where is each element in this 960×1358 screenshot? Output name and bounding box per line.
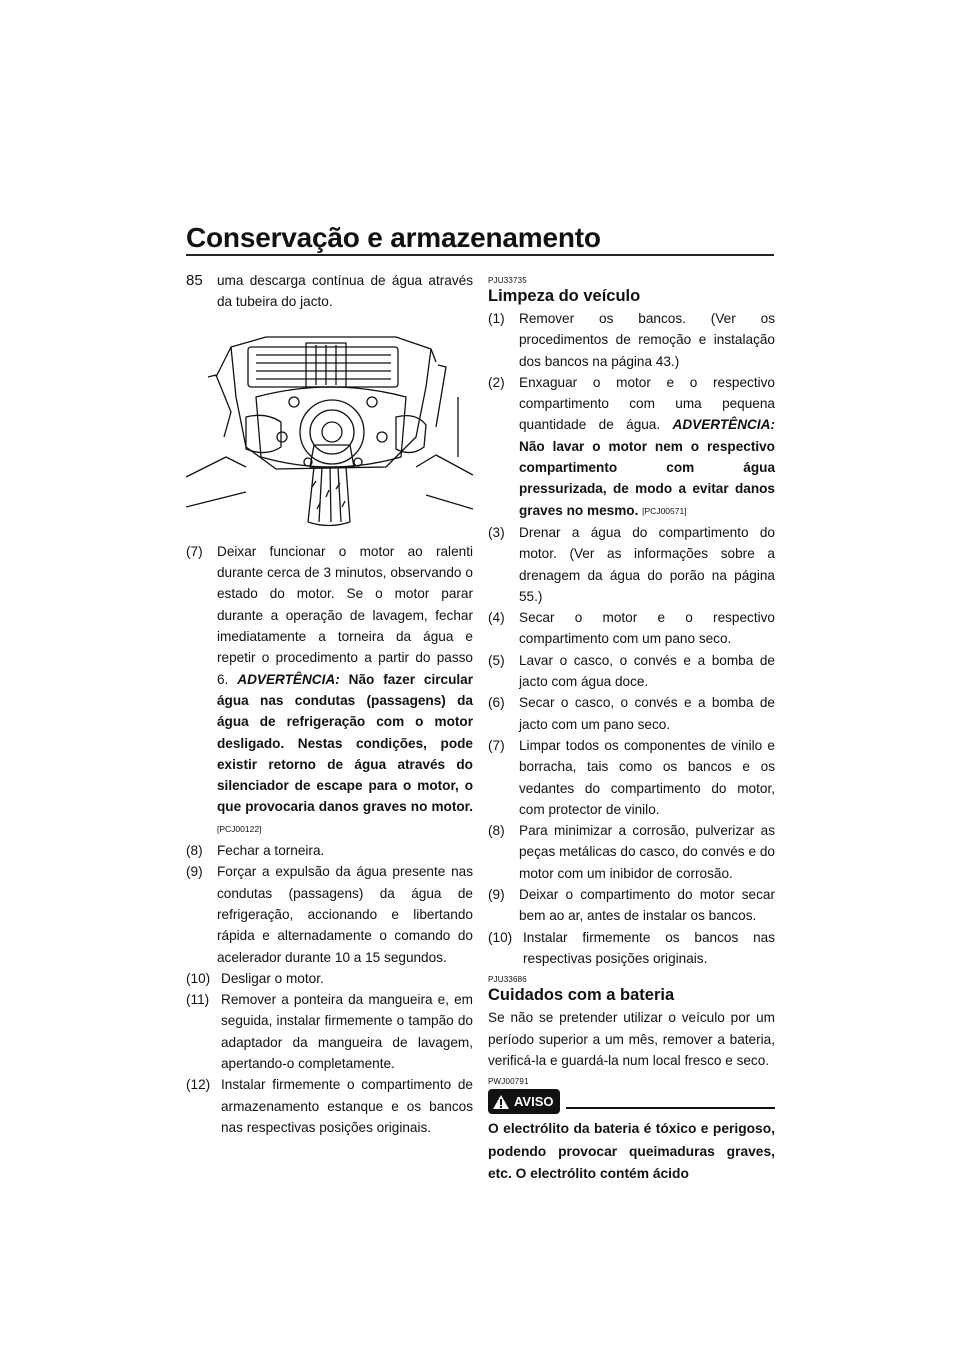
step-number: (7): [186, 543, 203, 559]
reference-code: [PCJ00571]: [642, 505, 687, 516]
list-item: [186, 989, 473, 1074]
step-text: [217, 541, 473, 840]
warning-rule: [566, 1107, 776, 1109]
step-number: (10): [186, 970, 211, 986]
reference-code: [PCJ00122]: [217, 823, 262, 834]
step-number: (7): [488, 737, 505, 753]
step-number: (6): [488, 695, 505, 711]
list-item: [186, 861, 473, 967]
step-text: Fechar a torneira.: [217, 843, 325, 859]
step-number: (3): [488, 524, 505, 540]
section-code: PJU33686: [488, 975, 527, 985]
step-7-body: Deixar funcionar o motor ao ralenti durante cerca de 3 minutos, observando o estado do motor. Se o motor parar durante a operação de lavagem, fechar imediatamente a torneira da água e repetir o procedimento a partir do passo 6.: [217, 543, 473, 687]
step-2-body: Enxaguar o motor e o respectivo compartimento com uma pequena quantidade de água.: [519, 374, 775, 433]
warning-text: Não fazer circular água nas condutas (passagens) da água de refrigeração com o motor desligado. Nestas condições, pode existir retorno de água através do silenciador de escape para o motor, o que provocaria danos graves no motor.: [217, 671, 474, 815]
warning-code: PWJ00791: [488, 1077, 529, 1087]
step-number: (2): [488, 374, 505, 390]
step-text: Secar o motor e o respectivo compartimento com um pano seco.: [519, 610, 775, 647]
list-item: [488, 735, 775, 820]
warning-text: O electrólito da bateria é tóxico e perigoso, podendo provocar queimaduras graves, etc. O electrólito contém ácido: [488, 1121, 775, 1182]
step-text: Limpar todos os componentes de vinilo e borracha, tais como os bancos e os vedantes do compartimento do motor, com protector de vinilo.: [519, 737, 775, 817]
warning-text: Não lavar o motor nem o respectivo compartimento com água pressurizada, de modo a evitar danos graves no mesmo.: [519, 438, 775, 518]
warning-label: ADVERTÊNCIA:: [237, 671, 340, 687]
step-number: (8): [488, 823, 505, 839]
list-item: [488, 607, 775, 650]
warning-triangle-icon: [492, 1094, 510, 1110]
step-text: Instalar firmemente o compartimento de armazenamento estanque e os bancos nas respectivas posições originais.: [221, 1077, 473, 1135]
step-number: (11): [186, 992, 210, 1008]
step-text: Lavar o casco, o convés e a bomba de jacto com água doce.: [519, 652, 775, 690]
list-item: [488, 692, 775, 735]
intro-text: uma descarga contínua de água através da tubeira do jacto.: [217, 273, 473, 310]
step-text: Desligar o motor.: [221, 970, 324, 986]
header-rule: [186, 254, 774, 256]
list-item: [488, 820, 775, 884]
list-item: [186, 840, 473, 861]
step-text: Forçar a expulsão da água presente nas condutas (passagens) da água de refrigeração, accionando e libertando rápida e alternadamente o comando do acelerador durante 10 a 15 segundos.: [217, 864, 473, 965]
warning-label: AVISO: [514, 1094, 554, 1110]
step-text: Secar o casco, o convés e a bomba de jacto com um pano seco.: [519, 695, 775, 732]
step-text: Drenar a água do compartimento do motor. (Ver as informações sobre a drenagem da água do porão na página 55.): [519, 524, 775, 604]
step-number: (10): [488, 929, 513, 945]
step-number: (9): [488, 887, 505, 903]
page-title: Conservação e armazenamento: [186, 222, 601, 253]
battery-paragraph: Se não se pretender utilizar o veículo por um período superior a um mês, remover a bateria, verificá-la e guardá-la num local fresco e seco.: [488, 1010, 775, 1068]
right-column: [488, 270, 775, 1186]
step-number: (8): [186, 843, 203, 859]
step-text: Para minimizar a corrosão, pulverizar as peças metálicas do casco, do convés e do motor com um inibidor de corrosão.: [519, 823, 775, 881]
step-text: Remover os bancos. (Ver os procedimentos de remoção e instalação dos bancos na página 43.): [519, 311, 775, 369]
list-item-step-7: [186, 541, 473, 840]
step-number: (1): [488, 311, 505, 326]
warning-header: [488, 1089, 775, 1114]
list-item: [186, 1074, 473, 1138]
jet-pump-flush-illustration: [186, 317, 473, 529]
section-code: PJU33735: [488, 276, 527, 285]
section-heading-cleaning: Limpeza do veículo: [488, 287, 641, 305]
list-item: [488, 884, 775, 927]
step-number: (5): [488, 652, 505, 668]
list-item: [186, 968, 473, 989]
list-item: [488, 927, 775, 970]
list-item: [488, 372, 775, 522]
warning-badge: [488, 1089, 560, 1114]
page-number: 85: [186, 272, 203, 289]
section-heading-battery: Cuidados com a bateria: [488, 986, 675, 1005]
step-text: Deixar o compartimento do motor secar bem ao ar, antes de instalar os bancos.: [519, 887, 775, 924]
step-number: (12): [186, 1077, 211, 1093]
left-column: [186, 270, 473, 1138]
list-item: [488, 650, 775, 693]
step-number: (4): [488, 610, 505, 626]
list-item: [488, 308, 775, 372]
step-number: (9): [186, 864, 203, 880]
list-item: [488, 522, 775, 607]
step-text: [519, 372, 775, 522]
warning-label: ADVERTÊNCIA:: [672, 417, 775, 433]
step-text: Remover a ponteira da mangueira e, em seguida, instalar firmemente o tampão do adaptador da mangueira de lavagem, apertando-o completamente.: [221, 992, 473, 1072]
step-text: Instalar firmemente os bancos nas respectivas posições originais.: [523, 929, 775, 966]
